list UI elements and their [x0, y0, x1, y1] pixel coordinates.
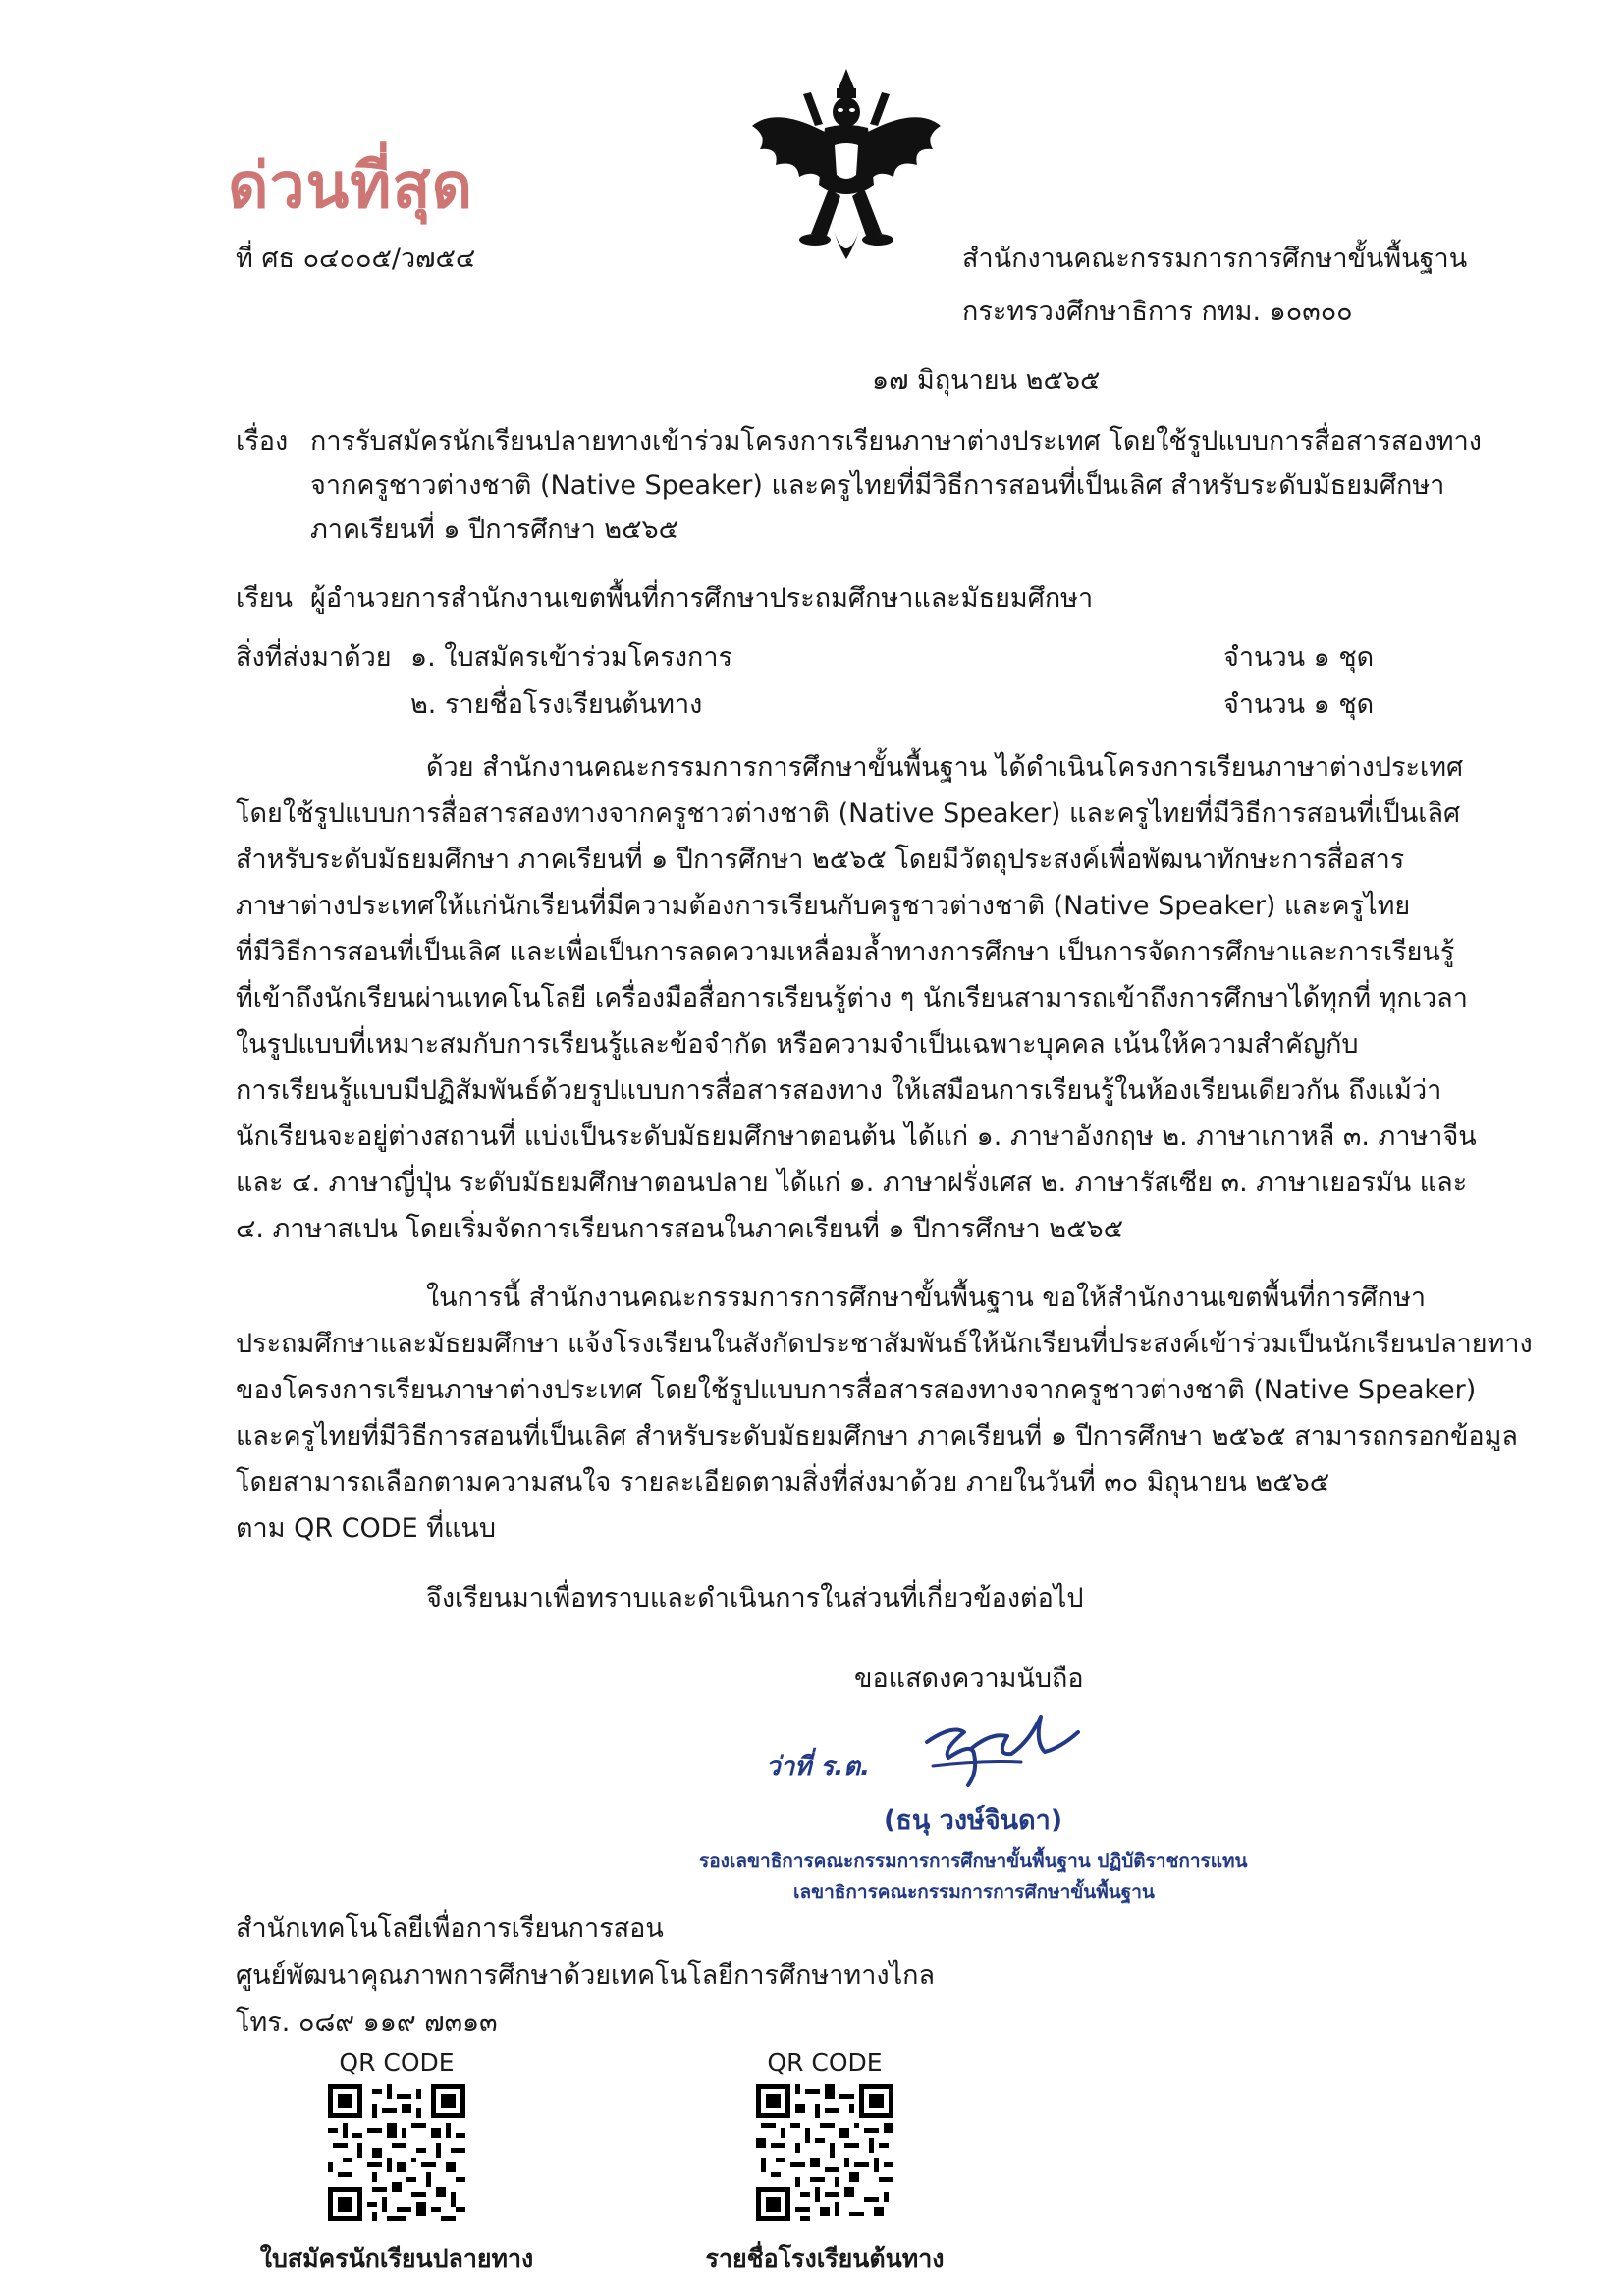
paragraph-line: และครูไทยที่มีวิธีการสอนที่เป็นเลิศ สำหรับระดับมัธยมศึกษา ภาคเรียนที่ ๑ ปีการศึกษา ๒๕๖๕ สามารถกรอกข้อมูล — [236, 1421, 1518, 1451]
garuda-emblem-icon — [746, 67, 947, 283]
paragraph-line: ภาษาต่างประเทศให้แก่นักเรียนที่มีความต้องการเรียนกับครูชาวต่างชาติ (Native Speaker) และครูไทย — [236, 891, 1411, 921]
paragraph-line: ในรูปแบบที่เหมาะสมกับการเรียนรู้และข้อจำกัด หรือความจำเป็นเฉพาะบุคคล เน้นให้ความสำคัญกับ — [236, 1029, 1359, 1060]
paragraph-line: สำหรับระดับมัธยมศึกษา ภาคเรียนที่ ๑ ปีการศึกษา ๒๕๖๕ โดยมีวัตถุประสงค์เพื่อพัฒนาทักษะการสื่อสาร — [236, 845, 1405, 875]
paragraph-line: ที่มีวิธีการสอนที่เป็นเลิศ และเพื่อเป็นการลดความเหลื่อมล้ำทางการศึกษา เป็นการจัดการศึกษาและการเรียนรู้ — [236, 937, 1455, 967]
paragraph-line: ของโครงการเรียนภาษาต่างประเทศ โดยใช้รูปแบบการสื่อสารสองทางจากครูชาวต่างชาติ (Native Speaker) — [236, 1375, 1477, 1405]
enclosures-label: สิ่งที่ส่งมาด้วย — [236, 642, 392, 673]
subject-line: ภาคเรียนที่ ๑ ปีการศึกษา ๒๕๖๕ — [310, 515, 679, 545]
footer-phone: โทร. ๐๘๙ ๑๑๙ ๗๓๑๓ — [236, 2007, 498, 2038]
signature-icon — [913, 1703, 1090, 1791]
acting-title: ว่าที่ ร.ต. — [766, 1752, 870, 1781]
closing-request: จึงเรียนมาเพื่อทราบและดำเนินการในส่วนที่เกี่ยวข้องต่อไป — [426, 1583, 1084, 1613]
qr-code-caption: รายชื่อโรงเรียนต้นทาง — [705, 2244, 945, 2272]
paragraph-line: ๔. ภาษาสเปน โดยเริ่มจัดการเรียนการสอนในภาคเรียนที่ ๑ ปีการศึกษา ๒๕๖๕ — [236, 1214, 1124, 1244]
subject-line: จากครูชาวต่างชาติ (Native Speaker) และครูไทยที่มีวิธีการสอนที่เป็นเลิศ สำหรับระดับมัธยมศึกษา — [310, 470, 1445, 501]
paragraph-line: ที่เข้าถึงนักเรียนผ่านเทคโนโลยี เครื่องมือสื่อการเรียนรู้ต่าง ๆ นักเรียนสามารถเข้าถึงการศึกษาได้ทุกที่ ทุกเวลา — [236, 983, 1468, 1013]
qr-code-label: QR CODE — [767, 2049, 883, 2077]
paragraph-line: ตาม QR CODE ที่แนบ — [236, 1513, 497, 1544]
paragraph-line: การเรียนรู้แบบมีปฏิสัมพันธ์ด้วยรูปแบบการสื่อสารสองทาง ให้เสมือนการเรียนรู้ในห้องเรียนเดียวกัน ถึงแม้ว่า — [236, 1075, 1442, 1106]
subject-line: การรับสมัครนักเรียนปลายทางเข้าร่วมโครงการเรียนภาษาต่างประเทศ โดยใช้รูปแบบการสื่อสารสองทาง — [310, 426, 1482, 457]
urgency-stamp: ด่วนที่สุด — [228, 149, 474, 223]
signatory-position: เลขาธิการคณะกรรมการการศึกษาขั้นพื้นฐาน — [793, 1882, 1155, 1903]
document-number: ที่ ศธ ๐๔๐๐๕/ว๗๕๔ — [236, 244, 476, 274]
document-date: ๑๗ มิถุนายน ๒๕๖๕ — [872, 365, 1101, 396]
subject-label: เรื่อง — [236, 426, 289, 457]
footer-office: ศูนย์พัฒนาคุณภาพการศึกษาด้วยเทคโนโลยีการศึกษาทางไกล — [236, 1960, 936, 1991]
body-paragraph-2 — [236, 1275, 1533, 1552]
recipient-text: ผู้อำนวยการสำนักงานเขตพื้นที่การศึกษาประถมศึกษาและมัธยมศึกษา — [310, 583, 1094, 614]
paragraph-line: ด้วย สำนักงานคณะกรรมการการศึกษาขั้นพื้นฐาน ได้ดำเนินโครงการเรียนภาษาต่างประเทศ — [426, 752, 1464, 783]
agency-address: กระทรวงศึกษาธิการ กทม. ๑๐๓๐๐ — [962, 297, 1353, 327]
signatory-name: (ธนุ วงษ์จินดา) — [884, 1805, 1063, 1835]
enclosure-quantity: จำนวน ๑ ชุด — [1223, 642, 1375, 673]
enclosure-quantity: จำนวน ๑ ชุด — [1223, 689, 1375, 720]
closing-salutation: ขอแสดงความนับถือ — [854, 1664, 1084, 1694]
paragraph-line: โดยสามารถเลือกตามความสนใจ รายละเอียดตามสิ่งที่ส่งมาด้วย ภายในวันที่ ๓๐ มิถุนายน ๒๕๖๕ — [236, 1467, 1330, 1498]
enclosure-item: ๒. รายชื่อโรงเรียนต้นทาง — [410, 689, 703, 720]
footer-office: สำนักเทคโนโลยีเพื่อการเรียนการสอน — [236, 1913, 664, 1943]
qr-code-label: QR CODE — [339, 2049, 455, 2077]
recipient-label: เรียน — [236, 583, 294, 614]
paragraph-line: และ ๔. ภาษาญี่ปุ่น ระดับมัธยมศึกษาตอนปลาย ได้แก่ ๑. ภาษาฝรั่งเศส ๒. ภาษารัสเซีย ๓. ภาษาเยอรมัน และ — [236, 1168, 1468, 1198]
qr-code-icon[interactable] — [756, 2084, 893, 2221]
paragraph-line: ประถมศึกษาและมัธยมศึกษา แจ้งโรงเรียนในสังกัดประชาสัมพันธ์ให้นักเรียนที่ประสงค์เข้าร่วมเป็นนักเรียนปลายทาง — [236, 1329, 1533, 1359]
enclosure-item: ๑. ใบสมัครเข้าร่วมโครงการ — [410, 642, 733, 673]
paragraph-line: โดยใช้รูปแบบการสื่อสารสองทางจากครูชาวต่างชาติ (Native Speaker) และครูไทยที่มีวิธีการสอนที่เป็นเลิศ — [236, 798, 1461, 829]
qr-code-caption: ใบสมัครนักเรียนปลายทาง — [259, 2244, 534, 2272]
paragraph-line: นักเรียนจะอยู่ต่างสถานที่ แบ่งเป็นระดับมัธยมศึกษาตอนต้น ได้แก่ ๑. ภาษาอังกฤษ ๒. ภาษาเกาหลี ๓. ภาษาจีน — [236, 1121, 1477, 1152]
qr-code-icon[interactable] — [328, 2084, 465, 2221]
signatory-position: รองเลขาธิการคณะกรรมการการศึกษาขั้นพื้นฐาน ปฏิบัติราชการแทน — [699, 1850, 1248, 1872]
paragraph-line: ในการนี้ สำนักงานคณะกรรมการการศึกษาขั้นพื้นฐาน ขอให้สำนักงานเขตพื้นที่การศึกษา — [426, 1283, 1427, 1313]
agency-name: สำนักงานคณะกรรมการการศึกษาขั้นพื้นฐาน — [962, 244, 1468, 274]
body-paragraph-1 — [236, 744, 1483, 1252]
